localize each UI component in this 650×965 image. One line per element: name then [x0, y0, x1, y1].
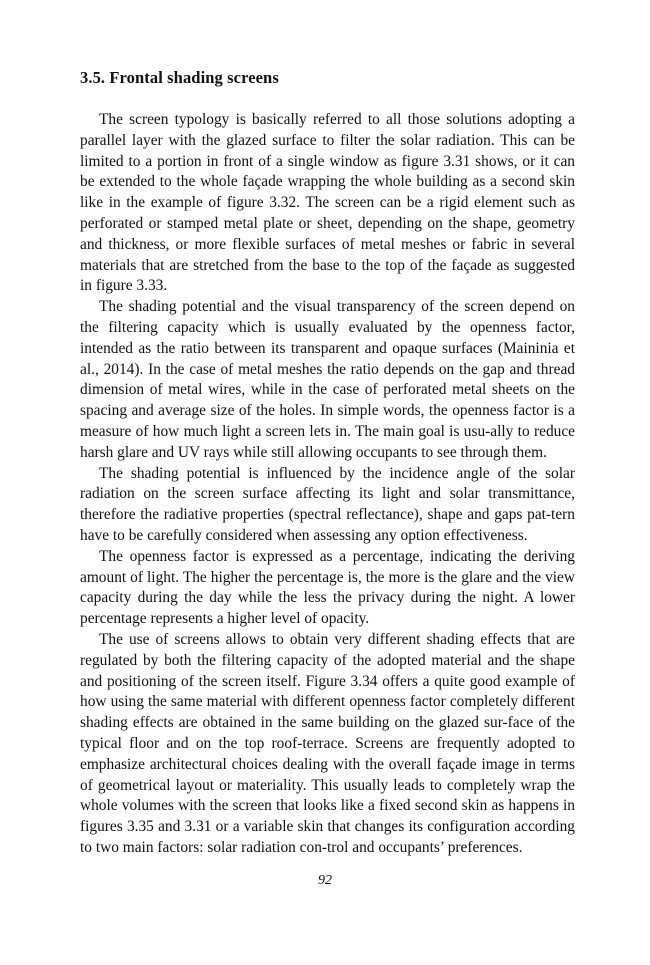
- paragraph: The shading potential is influenced by the incidence angle of the solar radiation on the screen surface affecting its light and solar transmittance, therefore the radiative properties (spectral reflectance), shape and gaps pat-tern have to be carefully considered when assessing any option effectiveness.: [80, 464, 575, 544]
- paragraph: The shading potential and the visual transparency of the screen depend on the filtering capacity which is usually evaluated by the openness factor, intended as the ratio between its transparent and opaque surfaces (Maininia et al., 2014). In the case of metal meshes the ratio depends on the gap and thread dimension of metal wires, while in the case of perforated metal sheets on the spacing and average size of the holes. In simple words, the openness factor is a measure of how much light a screen lets in. The main goal is usu-ally to reduce harsh glare and UV rays while still allowing occupants to see through them.: [80, 298, 575, 461]
- page-body: [80, 68, 575, 859]
- paragraph: The openness factor is expressed as a percentage, indicating the deriving amount of light. The higher the percentage is, the more is the glare and the view capacity during the day while the less the privacy during the night. A lower percentage represents a higher level of opacity.: [80, 547, 575, 628]
- page-number: 92: [318, 873, 332, 888]
- paragraph: The use of screens allows to obtain very different shading effects that are regulated by both the filtering capacity of the adopted material and the shape and positioning of the screen itself. Figure 3.34 offers a quite good example of how using the same material with different openness factor completely different shading effects are obtained in the same building on the glazed sur-face of the typical floor and on the top roof-terrace. Screens are frequently adopted to emphasize architectural choices dealing with the overall façade image in terms of geometrical layout or materiality. This usually leads to completely wrap the whole volumes with the screen that looks like a fixed second skin as happens in figures 3.35 and 3.31 or a variable skin that changes its configuration according to two main factors: solar radiation con-trol and occupants’ preferences.: [80, 630, 575, 856]
- paragraph: The screen typology is basically referred to all those solutions adopting a parallel layer with the glazed surface to filter the solar radiation. This can be limited to a portion in front of a single window as figure 3.31 shows, or it can be extended to the whole façade wrapping the whole building as a second skin like in the example of figure 3.32. The screen can be a rigid element such as perforated or stamped metal plate or sheet, depending on the shape, geometry and thickness, or more flexible surfaces of metal meshes or fabric in several materials that are stretched from the base to the top of the façade as suggested in figure 3.33.: [80, 111, 575, 295]
- section-heading: 3.5. Frontal shading screens: [80, 68, 279, 87]
